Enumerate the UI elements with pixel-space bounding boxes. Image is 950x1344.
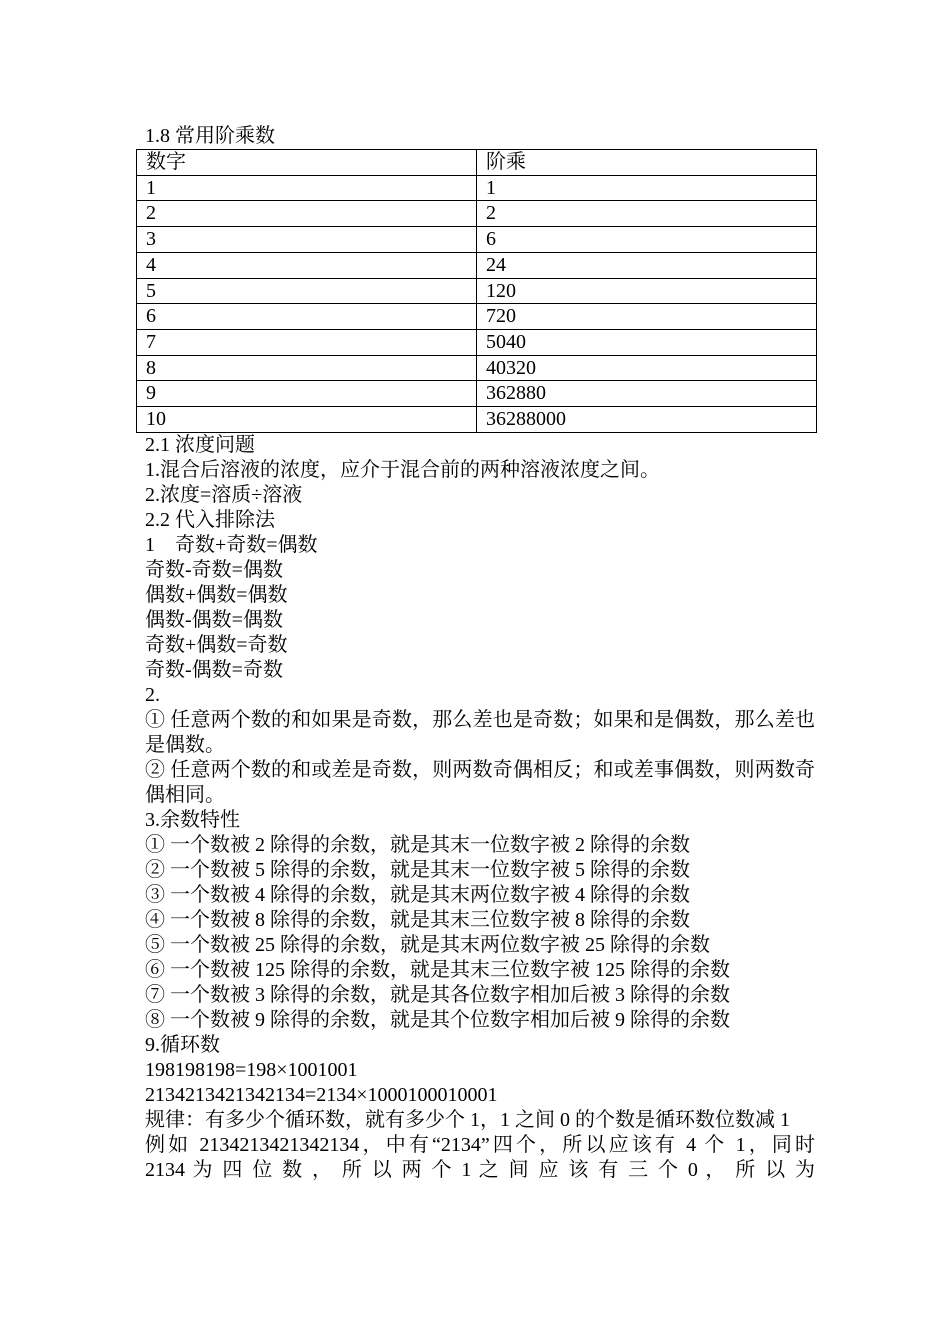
remainder-rule-item: ⑦ 一个数被 3 除得的余数，就是其各位数字相加后被 3 除得的余数 — [145, 983, 730, 1006]
table-cell-factorial: 362880 — [477, 381, 817, 407]
table-cell-number: 6 — [137, 304, 477, 330]
cyclic-example-explanation-cont: 2134 为 四 位 数 ， 所 以 两 个 1 之 间 应 该 有 三 个 0 ， 所 以 为 — [145, 1158, 815, 1181]
concentration-line: 1.混合后溶液的浓度，应介于混合前的两种溶液浓度之间。 — [145, 458, 660, 481]
parity-rule-line: 偶数-偶数=偶数 — [145, 608, 283, 631]
table-cell-number: 2 — [137, 201, 477, 227]
table-row — [137, 355, 817, 381]
table-cell-factorial: 36288000 — [477, 407, 817, 433]
remainder-rule-item: ⑧ 一个数被 9 除得的余数，就是其个位数字相加后被 9 除得的余数 — [145, 1008, 730, 1031]
concentration-section-title: 2.1 浓度问题 — [145, 433, 255, 456]
parity-property-item: ① 任意两个数的和如果是奇数，那么差也是奇数；如果和是偶数，那么差也是偶数。 — [145, 708, 815, 756]
cyclic-rule: 规律：有多少个循环数，就有多少个 1，1 之间 0 的个数是循环数位数减 1 — [145, 1108, 790, 1131]
table-cell-number: 4 — [137, 252, 477, 278]
remainder-rule-item: ④ 一个数被 8 除得的余数，就是其末三位数字被 8 除得的余数 — [145, 908, 690, 931]
parity-rule-line: 奇数-偶数=奇数 — [145, 658, 283, 681]
parity-rule-line: 1 奇数+奇数=偶数 — [145, 533, 318, 556]
table-cell-factorial: 5040 — [477, 329, 817, 355]
table-cell-factorial: 24 — [477, 252, 817, 278]
remainder-rule-item: ② 一个数被 5 除得的余数，就是其末一位数字被 5 除得的余数 — [145, 858, 690, 881]
table-row — [137, 304, 817, 330]
table-cell-number: 8 — [137, 355, 477, 381]
table-cell-factorial: 720 — [477, 304, 817, 330]
concentration-line: 2.浓度=溶质÷溶液 — [145, 483, 303, 506]
remainder-rule-item: ⑥ 一个数被 125 除得的余数，就是其末三位数字被 125 除得的余数 — [145, 958, 730, 981]
table-row — [137, 381, 817, 407]
parity-rule-line: 奇数-奇数=偶数 — [145, 558, 283, 581]
table-header-number: 数字 — [137, 150, 477, 176]
remainder-section-title: 3.余数特性 — [145, 808, 240, 831]
table-row — [137, 252, 817, 278]
table-cell-factorial: 2 — [477, 201, 817, 227]
table-cell-number: 7 — [137, 329, 477, 355]
table-row — [137, 201, 817, 227]
parity-rule-line: 偶数+偶数=偶数 — [145, 583, 288, 606]
remainder-rule-item: ③ 一个数被 4 除得的余数，就是其末两位数字被 4 除得的余数 — [145, 883, 690, 906]
table-cell-factorial: 120 — [477, 278, 817, 304]
table-row — [137, 278, 817, 304]
table-cell-factorial: 1 — [477, 175, 817, 201]
table-cell-number: 5 — [137, 278, 477, 304]
parity-rule-line: 奇数+偶数=奇数 — [145, 633, 288, 656]
table-cell-number: 1 — [137, 175, 477, 201]
document-page — [145, 124, 815, 1183]
table-cell-number: 10 — [137, 407, 477, 433]
remainder-rule-item: ① 一个数被 2 除得的余数，就是其末一位数字被 2 除得的余数 — [145, 833, 690, 856]
table-cell-number: 9 — [137, 381, 477, 407]
cyclic-example: 198198198=198×1001001 — [145, 1058, 358, 1081]
factorial-section-title: 1.8 常用阶乘数 — [145, 125, 275, 147]
cyclic-example-explanation: 例如 2134213421342134，中有“2134”四个，所以应该有 4 个 1，同时 — [145, 1133, 815, 1156]
point-2-label: 2. — [145, 683, 160, 706]
cyclic-section-title: 9.循环数 — [145, 1033, 220, 1056]
remainder-rule-item: ⑤ 一个数被 25 除得的余数，就是其末两位数字被 25 除得的余数 — [145, 933, 710, 956]
table-row — [137, 175, 817, 201]
factorial-table — [136, 149, 817, 433]
table-row — [137, 329, 817, 355]
table-header-factorial: 阶乘 — [477, 150, 817, 176]
table-row — [137, 407, 817, 433]
cyclic-example: 2134213421342134=2134×1000100010001 — [145, 1083, 498, 1106]
table-header-row — [137, 150, 817, 176]
substitution-section-title: 2.2 代入排除法 — [145, 508, 275, 531]
table-cell-factorial: 6 — [477, 227, 817, 253]
table-cell-number: 3 — [137, 227, 477, 253]
parity-property-item: ② 任意两个数的和或差是奇数，则两数奇偶相反；和或差事偶数，则两数奇偶相同。 — [145, 758, 815, 806]
table-row — [137, 227, 817, 253]
table-cell-factorial: 40320 — [477, 355, 817, 381]
